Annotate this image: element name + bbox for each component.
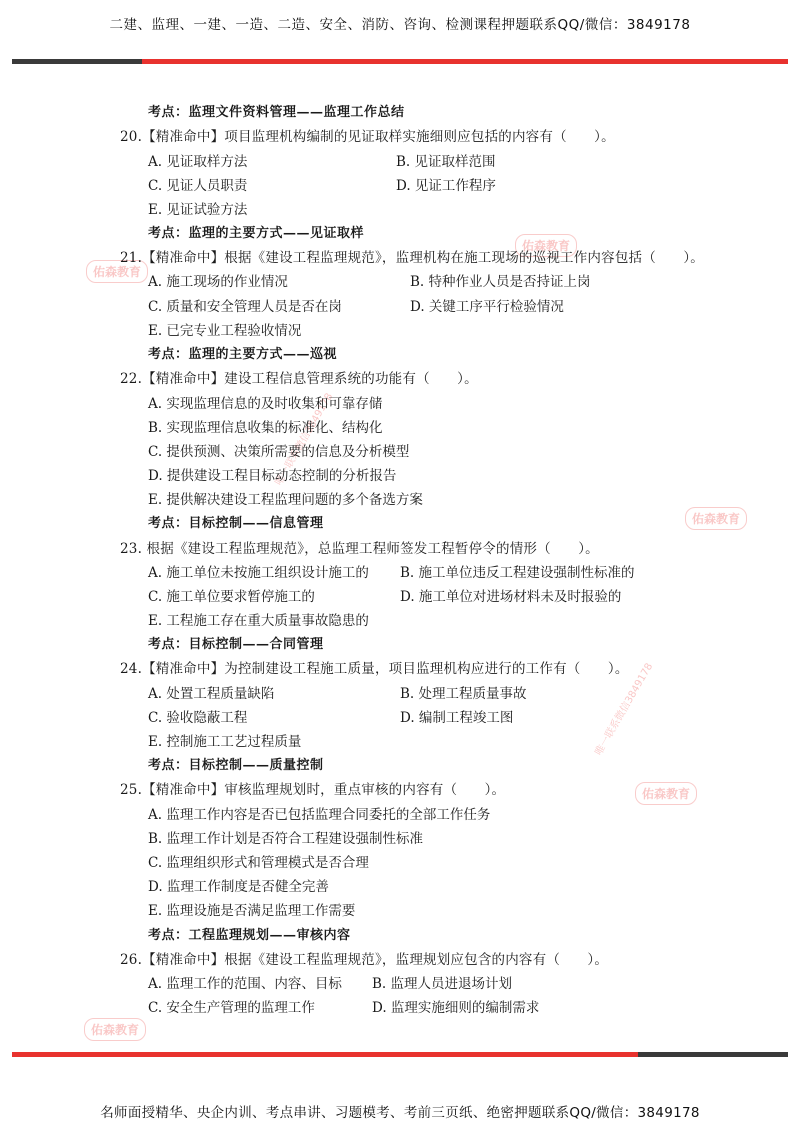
option-24-c: C. 验收隐蔽工程 <box>148 710 248 726</box>
option-26-a: A. 监理工作的范围、内容、目标 <box>148 976 342 992</box>
watermark-logo-1: 佑森教育 <box>515 234 577 257</box>
option-23-b: B. 施工单位违反工程建设强制性标准的 <box>400 565 635 581</box>
option-22-b: B. 实现监理信息收集的标准化、结构化 <box>148 420 383 436</box>
watermark-logo-3: 佑森教育 <box>685 507 747 530</box>
option-22-d: D. 提供建设工程目标动态控制的分析报告 <box>148 468 397 484</box>
option-20-b: B. 见证取样范围 <box>396 154 496 170</box>
option-25-b: B. 监理工作计划是否符合工程建设强制性标准 <box>148 831 424 847</box>
kaodian-23: 考点：目标控制——合同管理 <box>148 637 324 652</box>
question-23: 23. 根据《建设工程监理规范》，总监理工程师签发工程暂停令的情形（ ）。 <box>120 541 599 557</box>
option-22-a: A. 实现监理信息的及时收集和可靠存储 <box>148 396 383 412</box>
option-25-c: C. 监理组织形式和管理模式是否合理 <box>148 855 369 871</box>
question-26: 26.【精准命中】根据《建设工程监理规范》，监理规划应包含的内容有（ ）。 <box>120 952 609 968</box>
option-25-d: D. 监理工作制度是否健全完善 <box>148 879 329 895</box>
option-20-a: A. 见证取样方法 <box>148 154 248 170</box>
watermark-logo-5: 佑森教育 <box>84 1018 146 1041</box>
question-25: 25.【精准命中】审核监理规划时，重点审核的内容有（ ）。 <box>120 782 506 798</box>
question-24: 24.【精准命中】为控制建设工程施工质量，项目监理机构应进行的工作有（ ）。 <box>120 661 629 677</box>
kaodian-21: 考点：监理的主要方式——巡视 <box>148 347 338 362</box>
option-20-e: E. 见证试验方法 <box>148 202 248 218</box>
option-22-c: C. 提供预测、决策所需要的信息及分析模型 <box>148 444 410 460</box>
option-21-e: E. 已完专业工程验收情况 <box>148 323 302 339</box>
watermark-vertical-1: 唯一联系微信3849178 <box>273 391 336 488</box>
kaodian-22: 考点：目标控制——信息管理 <box>148 516 324 531</box>
option-26-d: D. 监理实施细则的编制需求 <box>372 1000 540 1016</box>
kaodian-25: 考点：工程监理规划——审核内容 <box>148 928 351 943</box>
bottom-divider-stripe <box>12 1052 788 1057</box>
option-25-a: A. 监理工作内容是否已包括监理合同委托的全部工作任务 <box>148 807 491 823</box>
top-contact-banner: 二建、监理、一建、一造、二造、安全、消防、咨询、检测课程押题联系QQ/微信：3849178 <box>109 17 691 33</box>
option-23-e: E. 工程施工存在重大质量事故隐患的 <box>148 613 369 629</box>
option-21-c: C. 质量和安全管理人员是否在岗 <box>148 299 342 315</box>
watermark-vertical-2: 唯一联系微信3849178 <box>593 661 656 758</box>
kaodian-line: 考点：监理文件资料管理——监理工作总结 <box>148 105 405 120</box>
option-23-d: D. 施工单位对进场材料未及时报验的 <box>400 589 622 605</box>
watermark-logo-2: 佑森教育 <box>86 260 148 283</box>
option-23-a: A. 施工单位未按施工组织设计施工的 <box>148 565 369 581</box>
option-24-e: E. 控制施工工艺过程质量 <box>148 734 302 750</box>
option-24-d: D. 编制工程竣工图 <box>400 710 514 726</box>
watermark-logo-4: 佑森教育 <box>635 782 697 805</box>
option-25-e: E. 监理设施是否满足监理工作需要 <box>148 903 356 919</box>
option-20-d: D. 见证工作程序 <box>396 178 496 194</box>
option-21-d: D. 关键工序平行检验情况 <box>410 299 564 315</box>
kaodian-20: 考点：监理的主要方式——见证取样 <box>148 226 365 241</box>
option-24-b: B. 处理工程质量事故 <box>400 686 527 702</box>
option-20-c: C. 见证人员职责 <box>148 178 248 194</box>
question-21: 21.【精准命中】根据《建设工程监理规范》，监理机构在施工现场的巡视工作内容包括（ ）。 <box>120 250 704 266</box>
option-21-b: B. 特种作业人员是否持证上岗 <box>410 274 591 290</box>
option-24-a: A. 处置工程质量缺陷 <box>148 686 275 702</box>
bottom-contact-banner: 名师面授精华、央企内训、考点串讲、习题模考、考前三页纸、绝密押题联系QQ/微信：3849178 <box>100 1105 700 1121</box>
option-26-b: B. 监理人员进退场计划 <box>372 976 513 992</box>
question-22: 22.【精准命中】建设工程信息管理系统的功能有（ ）。 <box>120 371 478 387</box>
option-23-c: C. 施工单位要求暂停施工的 <box>148 589 315 605</box>
option-22-e: E. 提供解决建设工程监理问题的多个备选方案 <box>148 492 423 508</box>
question-20: 20.【精准命中】项目监理机构编制的见证取样实施细则应包括的内容有（ ）。 <box>120 129 615 145</box>
option-26-c: C. 安全生产管理的监理工作 <box>148 1000 315 1016</box>
option-21-a: A. 施工现场的作业情况 <box>148 274 288 290</box>
kaodian-24: 考点：目标控制——质量控制 <box>148 758 324 773</box>
